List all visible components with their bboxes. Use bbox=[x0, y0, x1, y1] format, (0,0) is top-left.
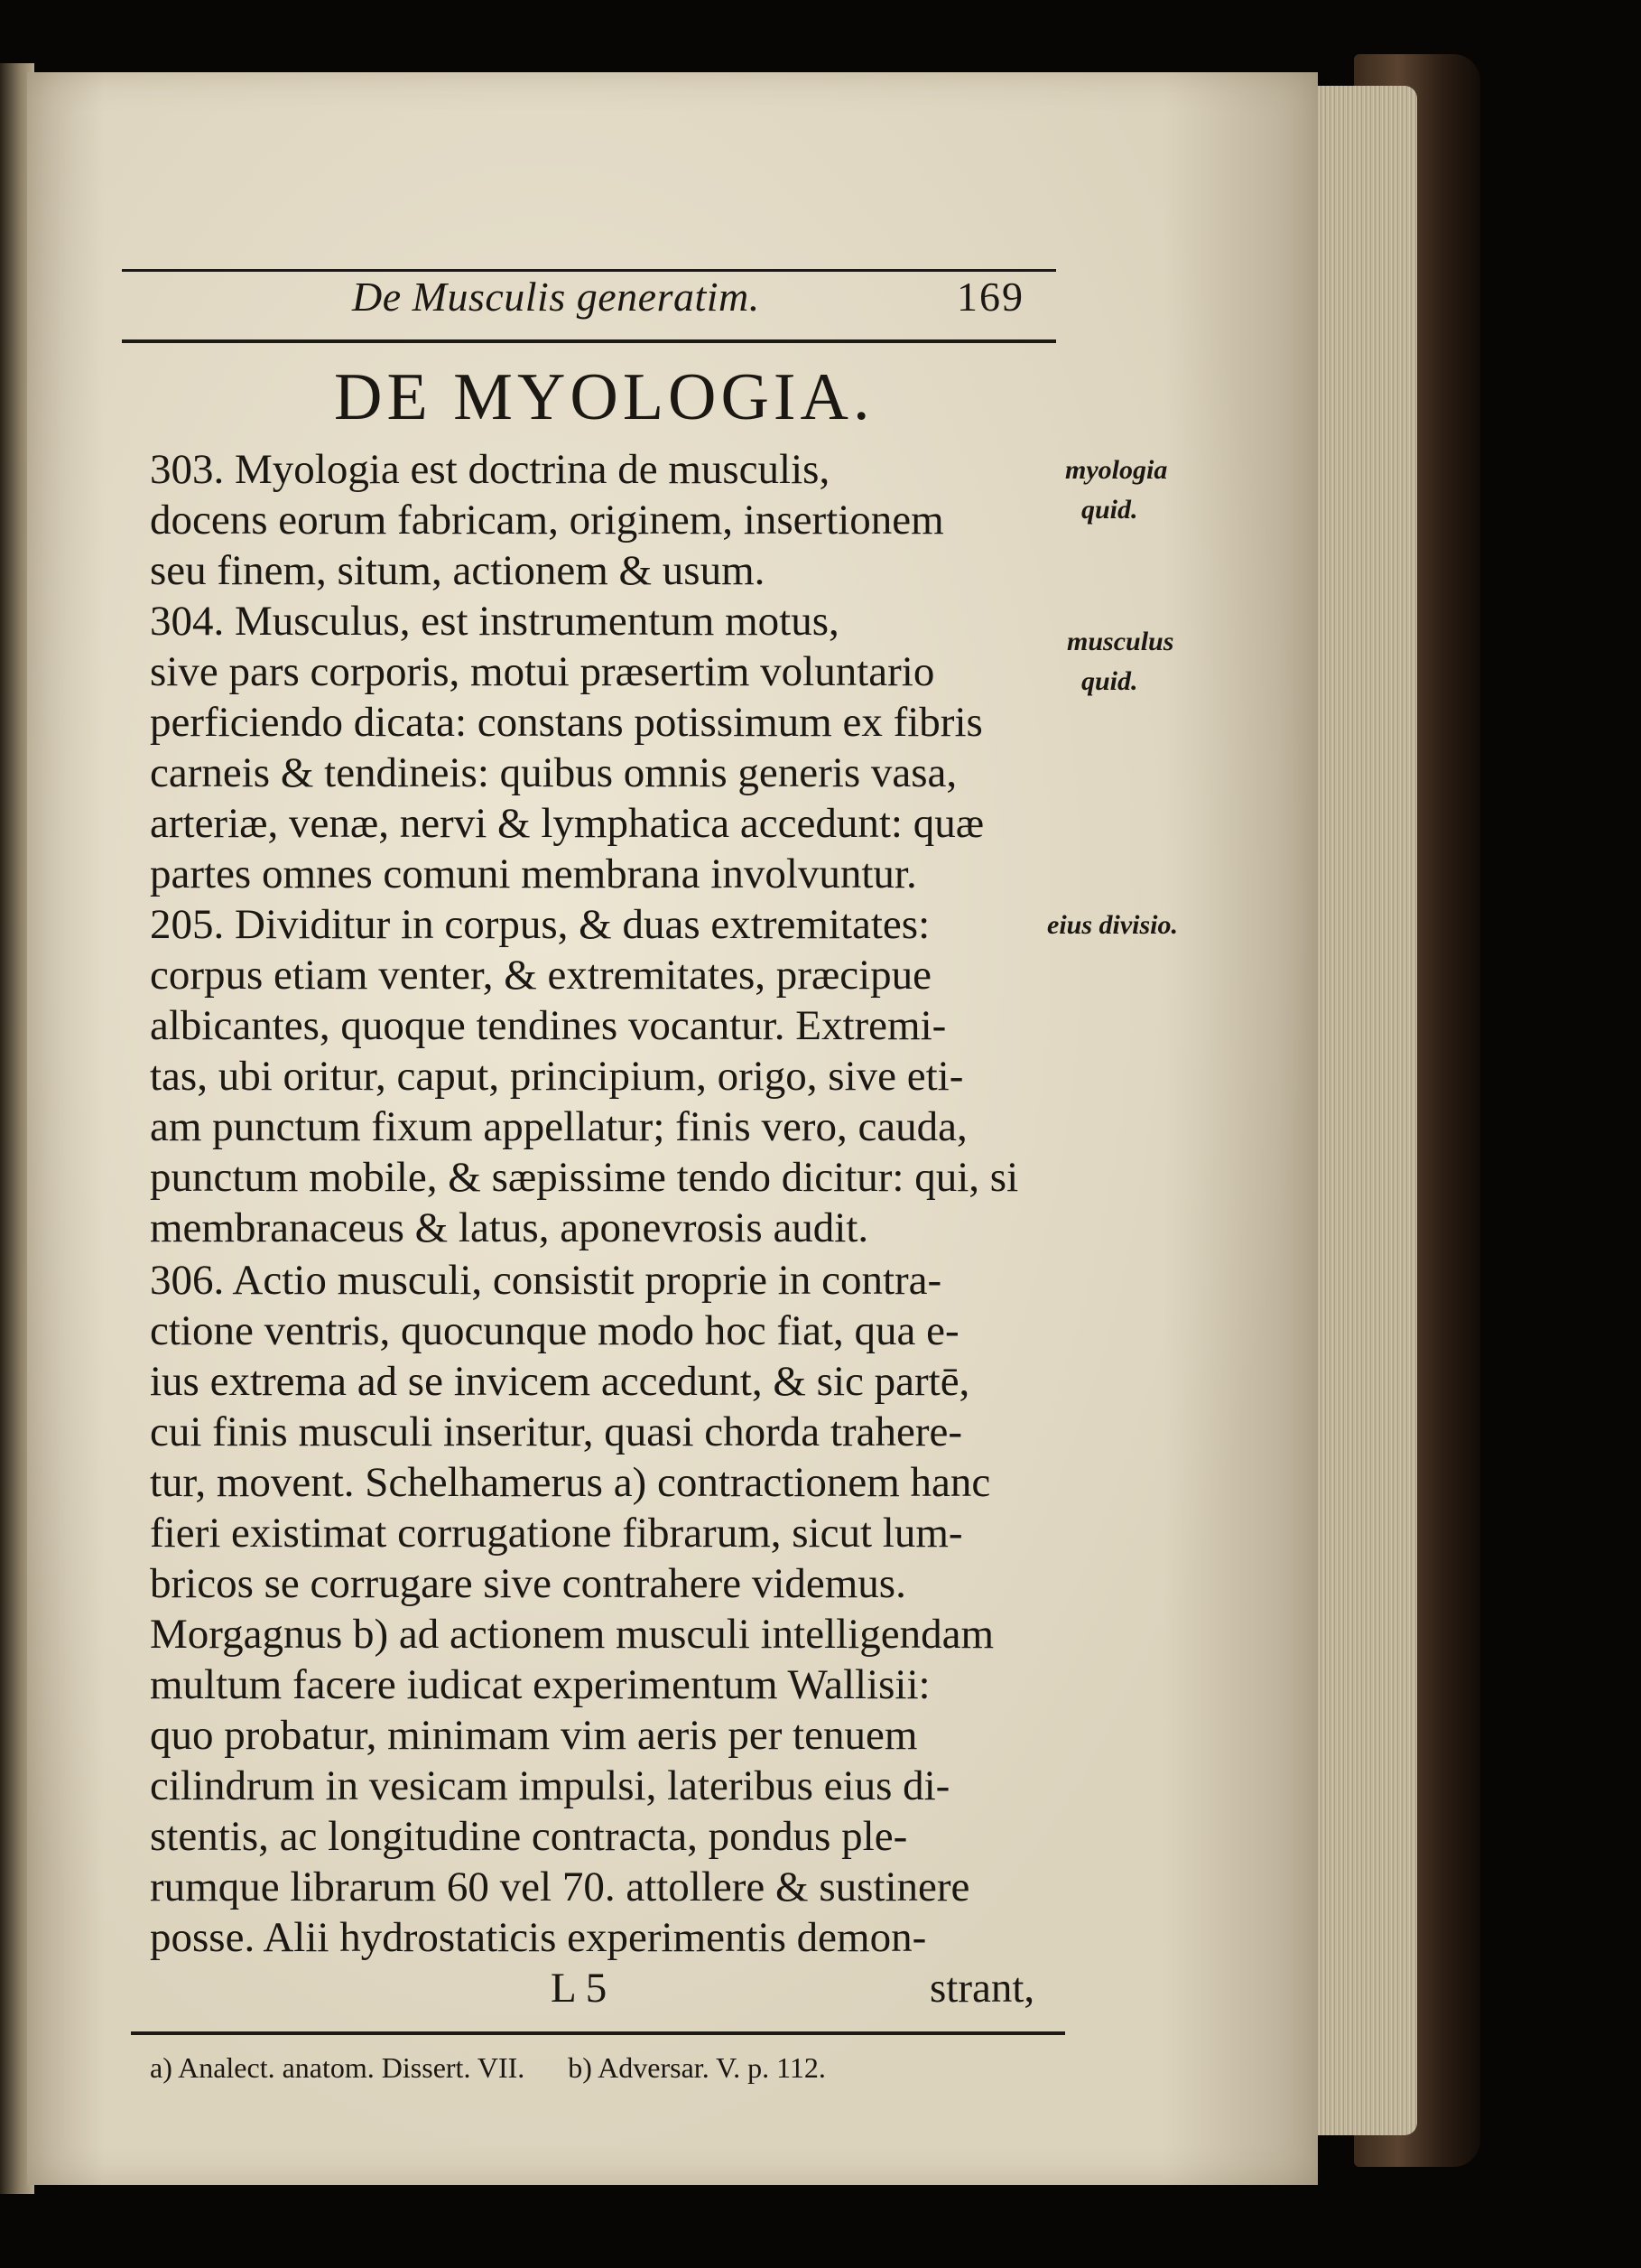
margin-note-myologia-quid: quid. bbox=[1081, 495, 1138, 525]
body-line: albicantes, quoque tendines vocantur. Extremi- bbox=[150, 1002, 947, 1049]
body-line: bricos se corrugare sive contrahere videmus. bbox=[150, 1560, 906, 1607]
body-line: membranaceus & latus, aponevrosis audit. bbox=[150, 1204, 869, 1251]
footnote-b: b) Adversar. V. p. 112. bbox=[568, 2051, 826, 2084]
body-line: rumque librarum 60 vel 70. attollere & sustinere bbox=[150, 1864, 970, 1910]
body-line: carneis & tendineis: quibus omnis generis vasa, bbox=[150, 749, 958, 796]
body-line: 205. Dividitur in corpus, & duas extremitates: bbox=[150, 901, 931, 948]
body-line: arteriæ, venæ, nervi & lymphatica accedunt: quæ bbox=[150, 800, 985, 847]
body-line: perficiendo dicata: constans potissimum ex fibris bbox=[150, 699, 983, 746]
body-line: cilindrum in vesicam impulsi, lateribus eius di- bbox=[150, 1762, 950, 1809]
body-line: ctione ventris, quocunque modo hoc fiat, qua e- bbox=[150, 1307, 960, 1354]
body-line: 306. Actio musculi, consistit proprie in contra- bbox=[150, 1257, 942, 1304]
body-line: ius extrema ad se invicem accedunt, & sic partē, bbox=[150, 1358, 970, 1405]
body-line: quo probatur, minimam vim aeris per tenuem bbox=[150, 1712, 918, 1759]
header-top-rule bbox=[122, 269, 1056, 272]
body-line: 303. Myologia est doctrina de musculis, bbox=[150, 446, 830, 493]
body-line: seu finem, situm, actionem & usum. bbox=[150, 547, 765, 594]
signature-mark: L 5 bbox=[551, 1965, 607, 2012]
footnote-a: a) Analect. anatom. Dissert. VII. bbox=[150, 2051, 525, 2084]
catchword: strant, bbox=[930, 1965, 1035, 2012]
body-line: 304. Musculus, est instrumentum motus, bbox=[150, 598, 839, 645]
section-heading: DE MYOLOGIA. bbox=[334, 360, 875, 434]
body-line: cui finis musculi inseritur, quasi chorda trahere- bbox=[150, 1408, 962, 1455]
body-line: sive pars corporis, motui præsertim voluntario bbox=[150, 648, 935, 695]
body-line: fieri existimat corrugatione fibrarum, sicut lum- bbox=[150, 1510, 963, 1557]
margin-note-musculus-quid: quid. bbox=[1081, 666, 1138, 696]
body-line: partes omnes comuni membrana involvuntur. bbox=[150, 850, 917, 897]
body-line: Morgagnus b) ad actionem musculi intelligendam bbox=[150, 1611, 995, 1658]
margin-note-myologia: myologia bbox=[1065, 455, 1168, 485]
footnotes bbox=[150, 2051, 862, 2085]
body-line: am punctum fixum appellatur; finis vero, cauda, bbox=[150, 1103, 968, 1150]
page-number: 169 bbox=[957, 274, 1024, 320]
body-line: posse. Alii hydrostaticis experimentis demon- bbox=[150, 1914, 927, 1961]
body-line: multum facere iudicat experimentum Wallisii: bbox=[150, 1661, 931, 1708]
margin-note-musculus: musculus bbox=[1067, 627, 1174, 656]
header-bottom-rule bbox=[122, 339, 1056, 343]
margin-note-divisio: eius divisio. bbox=[1047, 910, 1179, 940]
footnote-rule bbox=[131, 2031, 1065, 2035]
book-page bbox=[27, 72, 1318, 2185]
body-line: tur, movent. Schelhamerus a) contractionem hanc bbox=[150, 1459, 991, 1506]
running-head-title: De Musculis generatim. bbox=[352, 274, 760, 320]
body-line: stentis, ac longitudine contracta, pondus ple- bbox=[150, 1813, 908, 1860]
body-line: docens eorum fabricam, originem, insertionem bbox=[150, 497, 944, 544]
body-line: punctum mobile, & sæpissime tendo dicitur: qui, si bbox=[150, 1154, 1019, 1201]
body-line: tas, ubi oritur, caput, principium, origo, sive eti- bbox=[150, 1053, 964, 1100]
body-line: corpus etiam venter, & extremitates, præcipue bbox=[150, 952, 932, 999]
